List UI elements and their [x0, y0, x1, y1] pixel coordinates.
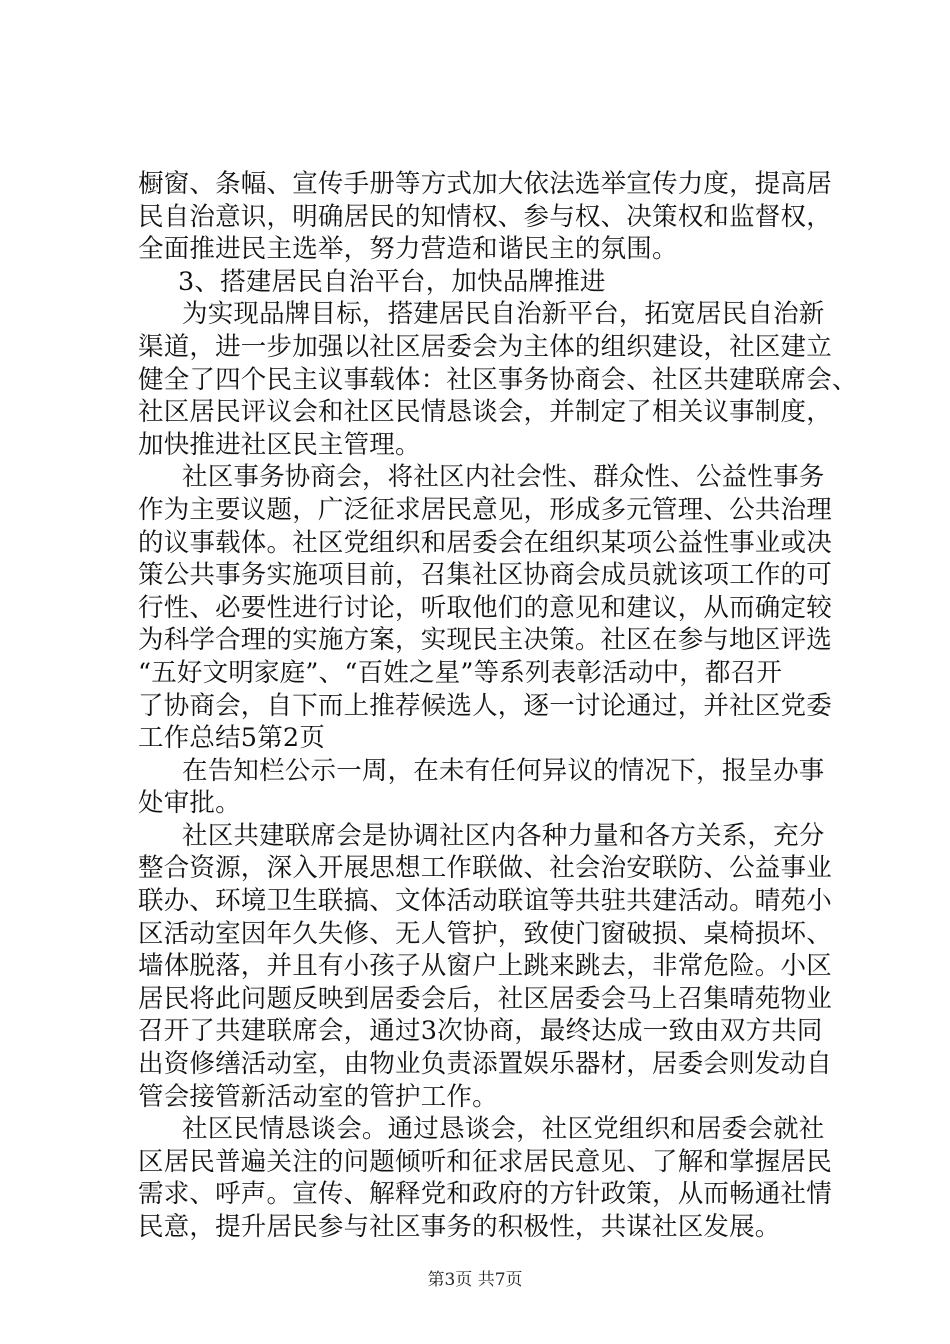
text-line: 出资修缮活动室，由物业负责添置娱乐器材，居委会则发动自	[138, 1049, 832, 1080]
text-line: 加快推进社区民主管理。	[138, 429, 421, 460]
page-footer: 第3页 共7页	[427, 1270, 523, 1290]
text-line: 的议事载体。社区党组织和居委会在组织某项公益性事业或决	[138, 527, 832, 558]
text-line: “五好文明家庭”、“百姓之星”等系列表彰活动中，都召开	[138, 657, 783, 688]
text-line: 为实现品牌目标，搭建居民自治新平台，拓宽居民自治新	[182, 299, 825, 330]
text-line: 3、搭建居民自治平台，加快品牌推进	[178, 266, 606, 297]
text-line: 召开了共建联席会，通过3次协商，最终达成一致由双方共同	[138, 1016, 823, 1047]
text-line: 行性、必要性进行讨论，听取他们的意见和建议，从而确定较	[138, 592, 832, 623]
text-line: 工作总结5第2页	[138, 723, 326, 754]
text-line: 社区共建联席会是协调社区内各种力量和各方关系，充分	[182, 820, 825, 851]
text-line: 了协商会，自下而上推荐候选人，逐一讨论通过，并社区党委	[138, 690, 832, 721]
text-line: 社区事务协商会，将社区内社会性、群众性、公益性事务	[182, 462, 825, 493]
text-line: 居民将此问题反映到居委会后，社区居委会马上召集晴苑物业	[138, 983, 832, 1014]
text-line: 民自治意识，明确居民的知情权、参与权、决策权和监督权，	[138, 201, 832, 232]
text-line: 全面推进民主选举，努力营造和谐民主的氛围。	[138, 234, 678, 265]
text-line: 健全了四个民主议事载体：社区事务协商会、社区共建联席会、	[138, 364, 858, 395]
text-line: 作为主要议题，广泛征求居民意见，形成多元管理、公共治理	[138, 494, 832, 525]
text-line: 橱窗、条幅、宣传手册等方式加大依法选举宣传力度，提高居	[138, 169, 832, 199]
text-line: 社区居民评议会和社区民情恳谈会，并制定了相关议事制度，	[138, 397, 832, 428]
text-line: 区活动室因年久失修、无人管护，致使门窗破损、桌椅损坏、	[138, 918, 832, 949]
text-line: 策公共事务实施项目前，召集社区协商会成员就该项工作的可	[138, 560, 832, 591]
text-line: 民意，提升居民参与社区事务的积极性，共谋社区发展。	[138, 1212, 781, 1242]
text-line: 管会接管新活动室的管护工作。	[138, 1081, 498, 1112]
document-body	[138, 168, 858, 1244]
text-line: 处审批。	[138, 788, 241, 819]
text-line: 区居民普遍关注的问题倾听和征求居民意见、了解和掌握居民	[138, 1146, 832, 1177]
text-line: 联办、环境卫生联搞、文体活动联谊等共驻共建活动。晴苑小	[138, 886, 832, 917]
text-line: 整合资源，深入开展思想工作联做、社会治安联防、公益事业	[138, 853, 832, 884]
text-line: 需求、呼声。宣传、解释党和政府的方针政策，从而畅通社情	[138, 1179, 832, 1210]
text-line: 在告知栏公示一周，在未有任何异议的情况下，报呈办事	[182, 755, 825, 786]
text-line: 为科学合理的实施方案，实现民主决策。社区在参与地区评选	[138, 625, 832, 656]
text-line: 渠道，进一步加强以社区居委会为主体的组织建设，社区建立	[138, 331, 832, 362]
text-line: 社区民情恳谈会。通过恳谈会，社区党组织和居委会就社	[182, 1114, 825, 1145]
text-line: 墙体脱落，并且有小孩子从窗户上跳来跳去，非常危险。小区	[138, 951, 832, 982]
